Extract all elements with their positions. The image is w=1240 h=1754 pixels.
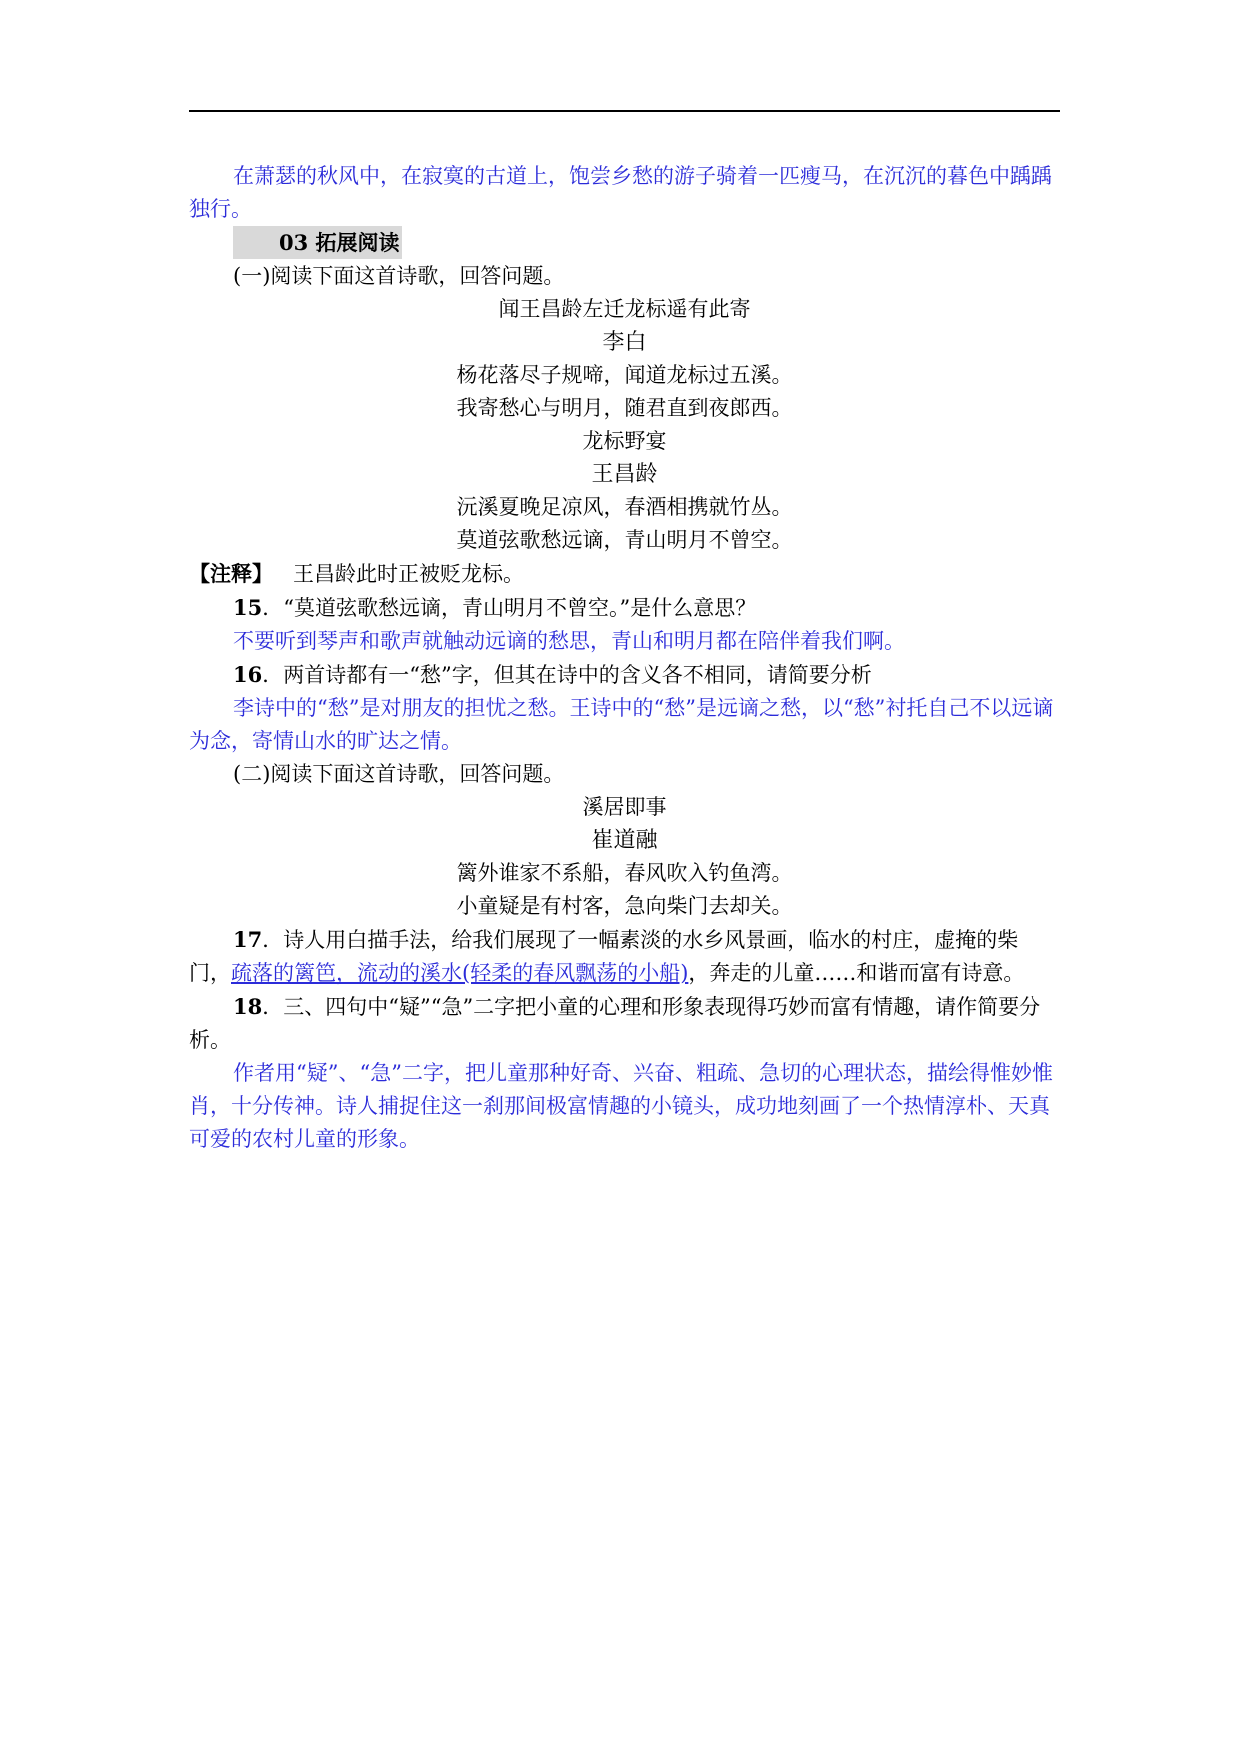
poem3-author: 崔道融 [591, 828, 658, 853]
poem2-line-2: 莫道弦歌愁远谪，青山明月不曾空。 [456, 528, 793, 552]
question-17-text-after: ，奔走的儿童……和谐而富有诗意。 [688, 961, 1025, 985]
annotation [189, 557, 1060, 591]
poem2-title: 龙标野宴 [582, 429, 667, 453]
question-15 [189, 591, 1060, 625]
answer-18: 作者用“疑”、“急”二字，把儿童那种好奇、兴奋、粗疏、急切的心理状态，描绘得惟妙惟肖，十分传神。诗人捕捉住这一刹那间极富情趣的小镜头，成功地刻画了一个热情淳朴、天真可爱的农村儿童的形象。 [189, 1061, 1053, 1151]
question-18-number: 18 [233, 994, 263, 1019]
answer-17: 疏落的篱笆，流动的溪水(轻柔的春风飘荡的小船) [231, 961, 689, 985]
question-16 [189, 658, 1060, 692]
section-heading: 03 拓展阅读 [233, 226, 402, 259]
poem1-author: 李白 [602, 330, 647, 355]
poem2-line-1: 沅溪夏晚足凉风，春酒相携就竹丛。 [456, 495, 793, 519]
poem1-title: 闻王昌龄左迁龙标遥有此寄 [498, 297, 751, 321]
answer-15: 不要听到琴声和歌声就触动远谪的愁思，青山和明月都在陪伴着我们啊。 [233, 629, 905, 653]
question-17-number: 17 [233, 927, 263, 952]
annotation-text: 王昌龄此时正被贬龙标。 [293, 562, 525, 586]
intro-answer: 在萧瑟的秋风中，在寂寞的古道上，饱尝乡愁的游子骑着一匹瘦马，在沉沉的暮色中踽踽独行。 [189, 164, 1052, 221]
poem3-line-2: 小童疑是有村客，急向柴门去却关。 [456, 894, 793, 918]
document-body [189, 160, 1060, 1156]
question-15-number: 15 [233, 595, 263, 620]
annotation-label: 【注释】 [189, 561, 273, 586]
question-18-text: ．三、四句中“疑”“急”二字把小童的心理和形象表现得巧妙而富有情趣，请作简要分析。 [189, 995, 1041, 1052]
part2-prompt: (二)阅读下面这首诗歌，回答问题。 [233, 762, 565, 786]
question-17-text-before: ．诗人用白描手法，给我们展现了一幅素淡的水乡风景画，临水的村庄，虚掩的柴门， [189, 928, 1019, 985]
poem1-line-1: 杨花落尽子规啼，闻道龙标过五溪。 [456, 363, 793, 387]
part1-prompt: (一)阅读下面这首诗歌，回答问题。 [233, 264, 565, 288]
question-16-number: 16 [233, 662, 263, 687]
question-17 [189, 923, 1060, 990]
poem2-author: 王昌龄 [591, 462, 658, 487]
poem3-line-1: 篱外谁家不系船，春风吹入钓鱼湾。 [456, 861, 793, 885]
question-16-text: ．两首诗都有一“愁”字，但其在诗中的含义各不相同，请简要分析 [262, 663, 872, 687]
question-18 [189, 990, 1060, 1057]
poem3-title: 溪居即事 [582, 795, 667, 819]
header-rule [189, 110, 1060, 112]
poem1-line-2: 我寄愁心与明月，随君直到夜郎西。 [456, 396, 793, 420]
answer-16: 李诗中的“愁”是对朋友的担忧之愁。王诗中的“愁”是远谪之愁，以“愁”衬托自己不以远谪为念，寄情山水的旷达之情。 [189, 696, 1054, 753]
section-heading-row [189, 226, 1060, 260]
question-15-text: ．“莫道弦歌愁远谪，青山明月不曾空。”是什么意思？ [262, 596, 757, 620]
